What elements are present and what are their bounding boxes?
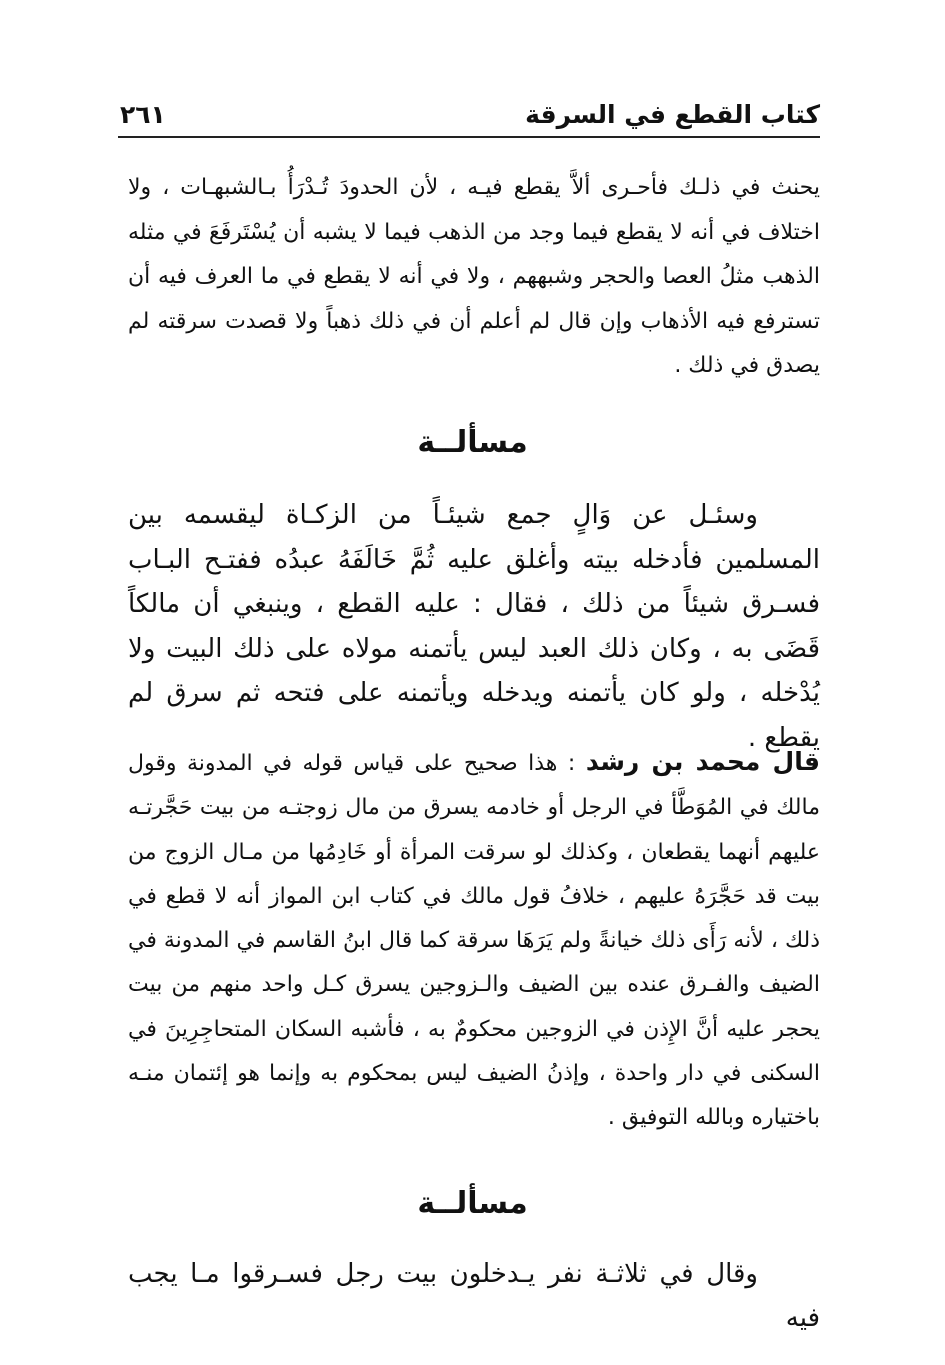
section-heading-1: مسألــة	[417, 425, 528, 460]
section-heading-2: مسألــة	[417, 1186, 528, 1221]
speaker-name: قال محمد بن رشد	[585, 747, 821, 776]
running-header	[118, 98, 820, 138]
header-rule	[118, 136, 820, 138]
paragraph-4	[128, 1252, 820, 1340]
paragraph-1: يحنث في ذلـك فأحـرى ألاَّ يقطع فيـه ، لأن الحدودَ تُـدْرَأُ بـالشبهـات ، ولا اختلاف في أنه لا يقطع فيما وجد من الذهب فيما لا يشبه أن يُسْتَرفَعَ في مثله الذهب مثلُ العصا والحجر وشبههم ، ولا في أنه لا يقطع في ما العرف فيه أن تسترفع فيه الأذهاب وإن قال لم أعلم أن في ذلك ذهباً ولا قصدت سرقته لم يصدق في ذلك .	[128, 175, 820, 378]
paragraph-3-text: : هذا صحيح على قياس قوله في المدونة وقول مالك في المُوَطَّأ في الرجل أو خادمه يسرق من مال زوجتـه من بيت حَجَّرتـه عليهم أنهما يقطعان ، وكذلك لو سرقت المرأة أو خَادِمُها من مـال الزوج من بيت قد حَجَّرَهُ عليهم ، خلافُ قول مالك في كتاب ابن المواز أنه لا قطع في ذلك ، لأنه رَأَى ذلك خيانةً ولم يَرَهَا سرقة كما قال ابنُ القاسم في المدونة في الضيف والفـرق عنده بين الضيف والـزوجين يسرق كـل واحد منهم من بيت يحجر عليه أنَّ الإِذن في الزوجين محكومٌ به ، فأشبه السكان المتحاجِرِينَ في السكنى في دار واحدة ، وإذنُ الضيف ليس بمحكوم به وإنما هو إئتمان منـه باختياره وبالله التوفيق .	[128, 751, 820, 1131]
paragraph-2	[128, 493, 820, 760]
paragraph-3	[128, 740, 820, 1141]
paragraph-4-text: وقال في ثلاثـة نفر يـدخلون بيت رجل فسـرقوا مـا يجب فيه	[128, 1259, 820, 1333]
page-number: ٢٦١	[120, 100, 166, 129]
chapter-title: كتاب القطع في السرقة	[525, 100, 820, 129]
paragraph-2-text: وسئـل عن وَالٍ جمع شيئـاً من الزكـاة ليقسمه بين المسلمين فأدخله بيته وأغلق عليه ثُمَّ خَالَفَهُ عبدُه ففتـح البـاب فسـرق شيئاً من ذلك ، فقال : عليه القطع ، وينبغي أن مالكاً قَضَى به ، وكان ذلك العبد ليس يأتمنه مولاه على ذلك البيت ولا يُدْخله ، ولو كان يأتمنه ويدخله ويأتمنه على فتحه ثم سرق لم يقطع .	[128, 500, 820, 753]
